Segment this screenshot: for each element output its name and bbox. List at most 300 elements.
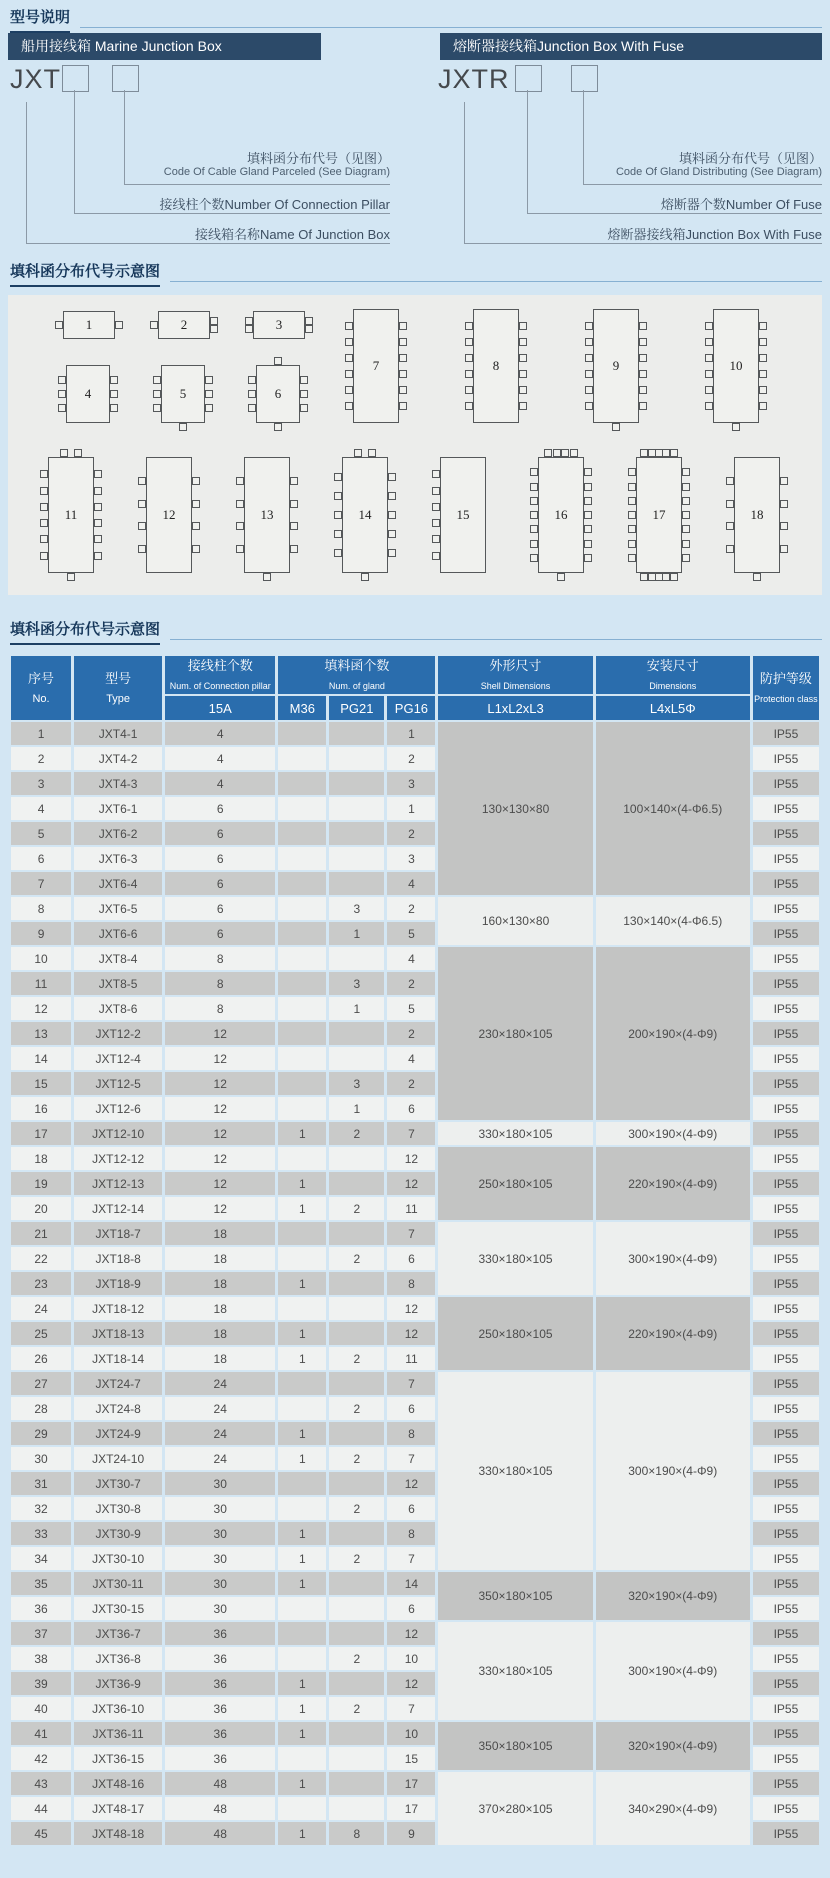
cell-no: 32 [11,1497,71,1520]
cable-gland-tab [585,322,593,330]
cell-protection-class: IP55 [753,1622,819,1645]
cell-type: JXT36-10 [74,1697,162,1720]
cell-pillar-15a: 6 [165,797,275,820]
cable-gland-tab [432,552,440,560]
code-digit-box [112,65,139,92]
cell-pg16: 7 [387,1222,435,1245]
cell-pg16: 7 [387,1372,435,1395]
cell-protection-class: IP55 [753,1522,819,1545]
gland-box-number: 11 [64,507,78,522]
cell-pg21 [329,1797,384,1820]
cable-gland-tab [639,338,647,346]
cell-no: 9 [11,922,71,945]
cable-gland-tab [519,370,527,378]
cell-protection-class: IP55 [753,1797,819,1820]
cable-gland-tab [94,552,102,560]
cable-gland-tab [465,338,473,346]
code-digit-box [571,65,598,92]
table-row [11,1372,819,1395]
code-digit-box [515,65,542,92]
cell-type: JXT30-7 [74,1472,162,1495]
cable-gland-tab [639,386,647,394]
cell-type: JXT8-4 [74,947,162,970]
cell-pillar-15a: 18 [165,1347,275,1370]
cable-gland-tab [300,404,308,412]
cell-type: JXT6-2 [74,822,162,845]
cell-protection-class: IP55 [753,722,819,745]
callout-label-gland-code: 填料函分布代号（见图） [678,151,822,166]
cell-type: JXT8-5 [74,972,162,995]
cell-pg16: 2 [387,972,435,995]
cell-shell-dimensions: 160×130×80 [438,897,592,945]
cable-gland-tab [759,386,767,394]
cell-type: JXT12-4 [74,1047,162,1070]
gland-box-9 [593,309,639,423]
cable-gland-tab [388,492,396,500]
cell-protection-class: IP55 [753,1272,819,1295]
cell-mounting-dimensions: 200×190×(4-Φ9) [596,947,750,1120]
model-prefix-jxt: JXT [10,64,62,94]
cell-type: JXT12-2 [74,1022,162,1045]
cell-m36 [278,1597,326,1620]
cell-pg16: 7 [387,1447,435,1470]
cell-shell-dimensions: 350×180×105 [438,1572,592,1620]
cable-gland-tab [153,390,161,398]
cell-pg16: 10 [387,1647,435,1670]
cell-m36: 1 [278,1447,326,1470]
cell-m36 [278,1222,326,1245]
cell-no: 45 [11,1822,71,1845]
code-digit-box [62,65,89,92]
cell-pillar-15a: 6 [165,847,275,870]
cell-shell-dimensions: 250×180×105 [438,1147,592,1220]
cable-gland-tab [759,354,767,362]
cell-no: 11 [11,972,71,995]
cell-pg21 [329,1522,384,1545]
cell-pg16: 12 [387,1672,435,1695]
cell-type: JXT36-8 [74,1647,162,1670]
cell-m36: 1 [278,1272,326,1295]
callout-rule [527,213,822,214]
cell-pillar-15a: 12 [165,1197,275,1220]
cell-m36 [278,1622,326,1645]
cable-gland-tab [345,386,353,394]
cable-gland-tab [74,449,82,457]
cell-type: JXT48-18 [74,1822,162,1845]
cell-type: JXT48-16 [74,1772,162,1795]
cell-m36: 1 [278,1547,326,1570]
cell-type: JXT18-12 [74,1297,162,1320]
cell-m36 [278,897,326,920]
cable-gland-tab [639,322,647,330]
cable-gland-tab [584,540,592,548]
cell-shell-dimensions: 250×180×105 [438,1297,592,1370]
cell-pg21 [329,1622,384,1645]
cell-protection-class: IP55 [753,1222,819,1245]
gland-box-number: 5 [179,386,187,401]
cell-protection-class: IP55 [753,1422,819,1445]
cell-protection-class: IP55 [753,1197,819,1220]
cell-type: JXT30-11 [74,1572,162,1595]
cell-pg16: 4 [387,1047,435,1070]
cable-gland-tab [519,338,527,346]
cell-pillar-15a: 12 [165,1022,275,1045]
col-no: 序号 No. [11,656,71,720]
cell-protection-class: IP55 [753,1022,819,1045]
cable-gland-tab [274,423,282,431]
cell-m36: 1 [278,1697,326,1720]
cell-protection-class: IP55 [753,1147,819,1170]
cell-m36: 1 [278,1122,326,1145]
cable-gland-tab [628,554,636,562]
gland-box-8 [473,309,519,423]
cell-pg16: 12 [387,1622,435,1645]
page-title: 型号说明 [10,6,70,33]
cell-pg21 [329,1672,384,1695]
cell-pg16: 5 [387,997,435,1020]
cell-pillar-15a: 8 [165,997,275,1020]
cell-protection-class: IP55 [753,1122,819,1145]
cable-gland-tab [584,497,592,505]
cable-gland-tab [519,354,527,362]
cable-gland-tab [530,483,538,491]
cell-pillar-15a: 18 [165,1272,275,1295]
cell-m36 [278,1072,326,1095]
callout-rule [464,243,822,244]
cable-gland-tab [345,338,353,346]
cable-gland-tab [585,370,593,378]
cell-m36 [278,922,326,945]
cable-gland-tab [585,338,593,346]
cell-m36 [278,797,326,820]
cell-pg16: 17 [387,1772,435,1795]
cell-no: 8 [11,897,71,920]
spec-table-title: 填科函分布代号示意图 [10,618,160,645]
cell-m36 [278,747,326,770]
cable-gland-tab [236,545,244,553]
cell-pg21 [329,1147,384,1170]
cell-type: JXT24-7 [74,1372,162,1395]
cell-type: JXT18-7 [74,1222,162,1245]
table-row [11,947,819,970]
cell-pg21 [329,722,384,745]
callout-rule [124,184,390,185]
col-15a: 15A [165,696,275,720]
cell-protection-class: IP55 [753,1672,819,1695]
cell-pg21 [329,1047,384,1070]
spec-table-body [11,722,819,1845]
cable-gland-tab [670,449,678,457]
cell-no: 1 [11,722,71,745]
cell-pillar-15a: 6 [165,897,275,920]
cable-gland-tab [40,470,48,478]
cable-gland-tab [150,321,158,329]
cell-pg16: 12 [387,1297,435,1320]
cable-gland-tab [236,477,244,485]
cell-pg21 [329,1272,384,1295]
cell-pg21 [329,1297,384,1320]
table-row [11,1622,819,1645]
cell-pg21 [329,1772,384,1795]
cell-no: 33 [11,1522,71,1545]
cable-gland-tab [115,321,123,329]
gland-box-7 [353,309,399,423]
cell-mounting-dimensions: 320×190×(4-Φ9) [596,1722,750,1770]
gland-box-3 [253,311,305,339]
cable-gland-tab [290,545,298,553]
col-protection: 防护等级 Protection class [753,656,819,720]
cell-type: JXT48-17 [74,1797,162,1820]
cell-pillar-15a: 12 [165,1147,275,1170]
cable-gland-tab [726,477,734,485]
cell-type: JXT12-14 [74,1197,162,1220]
cell-protection-class: IP55 [753,747,819,770]
callout-rule [74,213,390,214]
cell-m36 [278,1022,326,1045]
cell-type: JXT18-14 [74,1347,162,1370]
cable-gland-tab [248,390,256,398]
cable-gland-tab [432,535,440,543]
cell-m36 [278,1047,326,1070]
gland-box-number: 16 [554,507,568,522]
cable-gland-tab [628,511,636,519]
cell-no: 25 [11,1322,71,1345]
cable-gland-tab [465,370,473,378]
cell-no: 28 [11,1397,71,1420]
cable-gland-tab [300,390,308,398]
cell-type: JXT6-3 [74,847,162,870]
cable-gland-tab [94,470,102,478]
table-row [11,1722,819,1745]
callout-rule [583,184,822,185]
cable-gland-tab [759,370,767,378]
cell-pg21: 2 [329,1697,384,1720]
cell-no: 2 [11,747,71,770]
cell-m36: 1 [278,1322,326,1345]
cell-pg16: 10 [387,1722,435,1745]
cell-m36: 1 [278,1572,326,1595]
cell-pg21: 2 [329,1397,384,1420]
table-row [11,897,819,920]
cell-pillar-15a: 36 [165,1622,275,1645]
cable-gland-tab [628,483,636,491]
cell-pg16: 17 [387,1797,435,1820]
cable-gland-tab [530,497,538,505]
col-l4l5: L4xL5Φ [596,696,750,720]
cable-gland-tab [570,449,578,457]
cell-protection-class: IP55 [753,1697,819,1720]
cell-pg21: 2 [329,1497,384,1520]
cell-m36: 1 [278,1422,326,1445]
cable-gland-tab [519,402,527,410]
cable-gland-tab [432,503,440,511]
cell-pillar-15a: 36 [165,1747,275,1770]
table-row [11,1147,819,1170]
cell-pillar-15a: 4 [165,722,275,745]
cable-gland-tab [465,386,473,394]
cell-protection-class: IP55 [753,797,819,820]
cable-gland-tab [94,487,102,495]
cable-gland-tab [585,354,593,362]
cable-gland-tab [40,503,48,511]
cable-gland-tab [205,390,213,398]
cable-gland-tab [110,404,118,412]
cell-no: 27 [11,1372,71,1395]
cable-gland-tab [388,511,396,519]
cable-gland-tab [361,573,369,581]
cell-m36 [278,947,326,970]
cell-pillar-15a: 30 [165,1572,275,1595]
cell-m36 [278,1747,326,1770]
cable-gland-tab [179,423,187,431]
model-note-heading [10,6,822,33]
cable-gland-tab [628,540,636,548]
cell-pillar-15a: 6 [165,872,275,895]
cell-no: 15 [11,1072,71,1095]
cell-pg16: 12 [387,1172,435,1195]
cable-gland-tab [584,525,592,533]
cell-pg21: 1 [329,1097,384,1120]
cable-gland-tab [705,354,713,362]
cable-gland-tab [388,530,396,538]
cell-protection-class: IP55 [753,1747,819,1770]
cell-no: 7 [11,872,71,895]
cable-gland-tab [639,402,647,410]
cell-pg21: 2 [329,1647,384,1670]
cable-gland-tab [300,376,308,384]
cable-gland-tab [345,370,353,378]
cell-no: 24 [11,1297,71,1320]
cell-protection-class: IP55 [753,1722,819,1745]
cable-gland-tab [192,522,200,530]
cable-gland-tab [561,449,569,457]
cell-no: 30 [11,1447,71,1470]
callout-label-gland-code-en: Code Of Cable Gland Parceled (See Diagram) [163,166,390,178]
gland-box-number: 2 [180,317,188,332]
cell-pg21 [329,822,384,845]
cell-pillar-15a: 12 [165,1072,275,1095]
cable-gland-tab [682,540,690,548]
cell-pillar-15a: 30 [165,1547,275,1570]
cell-pg21 [329,1422,384,1445]
cable-gland-tab [585,386,593,394]
cell-pg16: 2 [387,822,435,845]
cable-gland-tab [530,554,538,562]
cell-pg16: 4 [387,872,435,895]
cable-gland-tab [628,468,636,476]
cell-pg16: 6 [387,1097,435,1120]
cable-gland-tab [759,402,767,410]
cable-gland-tab [705,370,713,378]
gland-box-number: 12 [162,507,176,522]
cell-type: JXT4-3 [74,772,162,795]
cell-mounting-dimensions: 100×140×(4-Φ6.5) [596,722,750,895]
cell-protection-class: IP55 [753,1822,819,1845]
cell-pillar-15a: 12 [165,1097,275,1120]
cell-pg21 [329,1572,384,1595]
cable-gland-tab [557,573,565,581]
col-gland: 填料函个数 Num. of gland [278,656,435,694]
cable-gland-tab [205,376,213,384]
cell-no: 5 [11,822,71,845]
cable-gland-tab [334,530,342,538]
cell-type: JXT8-6 [74,997,162,1020]
cell-type: JXT18-13 [74,1322,162,1345]
cable-gland-tab [780,477,788,485]
cable-gland-tab [153,404,161,412]
cable-gland-tab [345,354,353,362]
cell-pillar-15a: 36 [165,1672,275,1695]
cable-gland-tab [210,325,218,333]
cell-no: 36 [11,1597,71,1620]
cable-gland-tab [726,545,734,553]
cable-gland-tab [584,554,592,562]
cell-type: JXT12-5 [74,1072,162,1095]
cell-pg16: 5 [387,922,435,945]
cell-pg21 [329,1722,384,1745]
gland-box-12 [146,457,192,573]
cable-gland-tab [759,322,767,330]
cell-pg21: 3 [329,972,384,995]
cell-protection-class: IP55 [753,972,819,995]
gland-box-number: 14 [358,507,372,522]
cable-gland-tab [58,404,66,412]
cable-gland-tab [60,449,68,457]
cell-type: JXT24-10 [74,1447,162,1470]
cell-m36: 1 [278,1722,326,1745]
cell-pillar-15a: 4 [165,747,275,770]
gland-box-number: 15 [456,507,470,522]
cell-m36 [278,1647,326,1670]
table-row [11,1572,819,1595]
cell-no: 43 [11,1772,71,1795]
cable-gland-tab [334,492,342,500]
cable-gland-tab [432,470,440,478]
cable-gland-tab [705,322,713,330]
cell-protection-class: IP55 [753,772,819,795]
marine-junction-box-banner: 船用接线箱 Marine Junction Box [8,33,321,60]
table-row [11,1122,819,1145]
cable-gland-tab [780,500,788,508]
cable-gland-tab [245,317,253,325]
callout-rule [26,243,390,244]
cell-pillar-15a: 6 [165,922,275,945]
cable-gland-tab [192,500,200,508]
cell-pg16: 6 [387,1597,435,1620]
cell-pg16: 6 [387,1247,435,1270]
cable-gland-tab [94,519,102,527]
cell-m36: 1 [278,1672,326,1695]
cell-no: 38 [11,1647,71,1670]
cell-pillar-15a: 30 [165,1497,275,1520]
gland-box-number: 18 [750,507,764,522]
cable-gland-tab [345,402,353,410]
cell-protection-class: IP55 [753,847,819,870]
gland-box-16 [538,457,584,573]
cell-pg16: 7 [387,1122,435,1145]
cell-type: JXT12-6 [74,1097,162,1120]
cell-protection-class: IP55 [753,872,819,895]
heading-rule [170,281,822,282]
cell-protection-class: IP55 [753,1497,819,1520]
cable-gland-tab [110,376,118,384]
cell-type: JXT24-9 [74,1422,162,1445]
cable-gland-tab [399,322,407,330]
cable-gland-tab [305,317,313,325]
cell-pg21 [329,797,384,820]
cable-gland-tab [519,386,527,394]
cell-type: JXT6-1 [74,797,162,820]
